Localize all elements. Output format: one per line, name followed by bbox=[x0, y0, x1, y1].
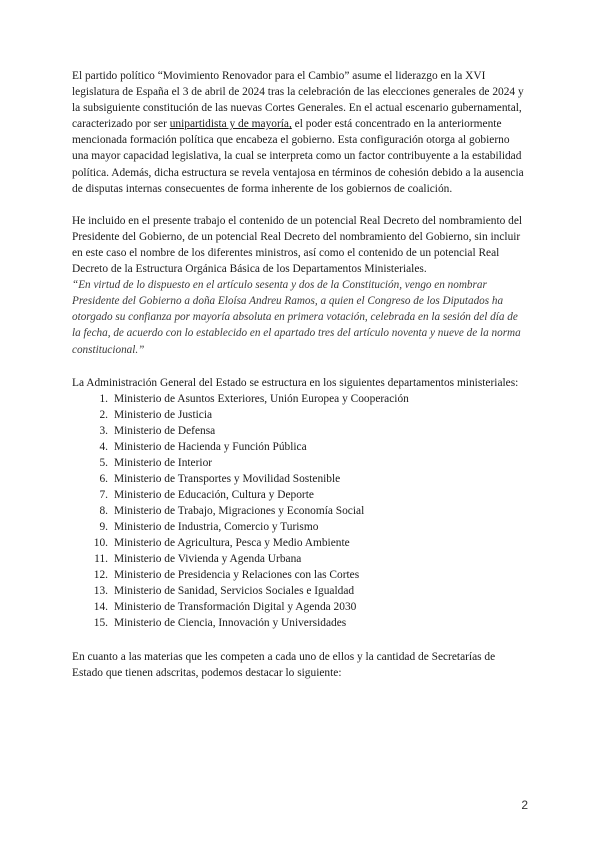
document-body bbox=[72, 68, 528, 681]
ministry-name: Ministerio de Presidencia y Relaciones con las Cortes bbox=[114, 568, 360, 581]
page-number: 2 bbox=[521, 798, 528, 812]
list-number: 15. bbox=[93, 616, 108, 629]
list-number: 13. bbox=[93, 584, 108, 597]
ministries-list bbox=[72, 391, 528, 631]
ministry-name: Ministerio de Defensa bbox=[114, 424, 216, 437]
ministry-name: Ministerio de Hacienda y Función Pública bbox=[114, 440, 307, 453]
ministry-name: Ministerio de Transportes y Movilidad Sostenible bbox=[114, 472, 341, 485]
list-intro: La Administración General del Estado se estructura en los siguientes departamentos ministeriales: bbox=[72, 376, 519, 389]
list-item bbox=[72, 615, 528, 631]
list-number: 8. bbox=[99, 504, 108, 517]
list-item bbox=[72, 567, 528, 583]
ministry-name: Ministerio de Vivienda y Agenda Urbana bbox=[114, 552, 302, 565]
list-number: 1. bbox=[99, 392, 108, 405]
ministry-name: Ministerio de Trabajo, Migraciones y Economía Social bbox=[114, 504, 365, 517]
list-number: 9. bbox=[99, 520, 108, 533]
ministry-name: Ministerio de Sanidad, Servicios Sociales e Igualdad bbox=[114, 584, 355, 597]
ministry-name: Ministerio de Agricultura, Pesca y Medio Ambiente bbox=[114, 536, 350, 549]
list-item bbox=[72, 551, 528, 567]
list-number: 11. bbox=[94, 552, 108, 565]
list-number: 14. bbox=[93, 600, 108, 613]
list-number: 6. bbox=[99, 472, 108, 485]
intro-paragraph bbox=[72, 68, 528, 197]
list-item bbox=[72, 503, 528, 519]
ministry-name: Ministerio de Industria, Comercio y Turismo bbox=[114, 520, 319, 533]
list-number: 3. bbox=[99, 424, 108, 437]
list-item bbox=[72, 455, 528, 471]
intro-text-end: el poder está concentrado en la anteriormente mencionada formación política que encabeza el gobierno. Esta configuración otorga al gobierno una mayor capacidad legislativa, la cual se interpreta como un factor contribuyente a la estabilidad política. Además, dicha estructura se revela ventajosa en términos de cohesión debido a la ausencia de disputas internas consecuentes de forma inherente de los gobiernos de coalición. bbox=[72, 118, 524, 195]
list-item bbox=[72, 471, 528, 487]
ministry-name: Ministerio de Asuntos Exteriores, Unión Europea y Cooperación bbox=[114, 392, 409, 405]
list-item bbox=[72, 583, 528, 599]
list-number: 2. bbox=[99, 408, 108, 421]
decree-quote: “En virtud de lo dispuesto en el artículo sesenta y dos de la Constitución, vengo en nombrar Presidente del Gobierno a doña Eloísa Andreu Ramos, a quien el Congreso de los Diputados ha otorgado su confianza por mayoría absoluta en primera votación, celebrada en la sesión del día de la fecha, de acuerdo con lo establecido en el apartado tres del artículo noventa y nueve de la norma constitucional.” bbox=[72, 279, 521, 356]
list-item bbox=[72, 407, 528, 423]
list-number: 4. bbox=[99, 440, 108, 453]
intro-text-start: El partido político “Movimiento Renovador para el Cambio” asume el liderazgo en la XVI legislatura de España el 3 de abril de 2024 tras la celebración de las elecciones generales de 2024 y la subsiguiente constitución de las nuevas Cortes Generales. En el actual escenario gubernamental, caracterizado por ser bbox=[72, 70, 524, 131]
list-item bbox=[72, 423, 528, 439]
list-item bbox=[72, 535, 528, 551]
ministry-name: Ministerio de Transformación Digital y Agenda 2030 bbox=[114, 600, 357, 613]
underlined-phrase: unipartidista y de mayoría, bbox=[169, 118, 292, 131]
list-item bbox=[72, 519, 528, 535]
list-number: 10. bbox=[93, 536, 108, 549]
closing-paragraph: En cuanto a las materias que les competen a cada uno de ellos y la cantidad de Secretarías de Estado que tienen adscritas, podemos destacar lo siguiente: bbox=[72, 650, 496, 679]
list-item bbox=[72, 439, 528, 455]
decree-paragraph: He incluido en el presente trabajo el contenido de un potencial Real Decreto del nombramiento del Presidente del Gobierno, de un potencial Real Decreto del nombramiento del Gobierno, sin incluir en este caso el nombre de los diferentes ministros, así como el contenido de un potencial Real Decreto de la Estructura Orgánica Básica de los Departamentos Ministeriales. bbox=[72, 214, 523, 276]
list-item bbox=[72, 487, 528, 503]
list-item bbox=[72, 599, 528, 615]
list-number: 7. bbox=[99, 488, 108, 501]
list-number: 12. bbox=[93, 568, 108, 581]
ministry-name: Ministerio de Interior bbox=[114, 456, 213, 469]
ministry-name: Ministerio de Educación, Cultura y Deporte bbox=[114, 488, 314, 501]
list-item bbox=[72, 391, 528, 407]
list-number: 5. bbox=[99, 456, 108, 469]
ministry-name: Ministerio de Justicia bbox=[114, 408, 213, 421]
ministry-name: Ministerio de Ciencia, Innovación y Universidades bbox=[114, 616, 347, 629]
